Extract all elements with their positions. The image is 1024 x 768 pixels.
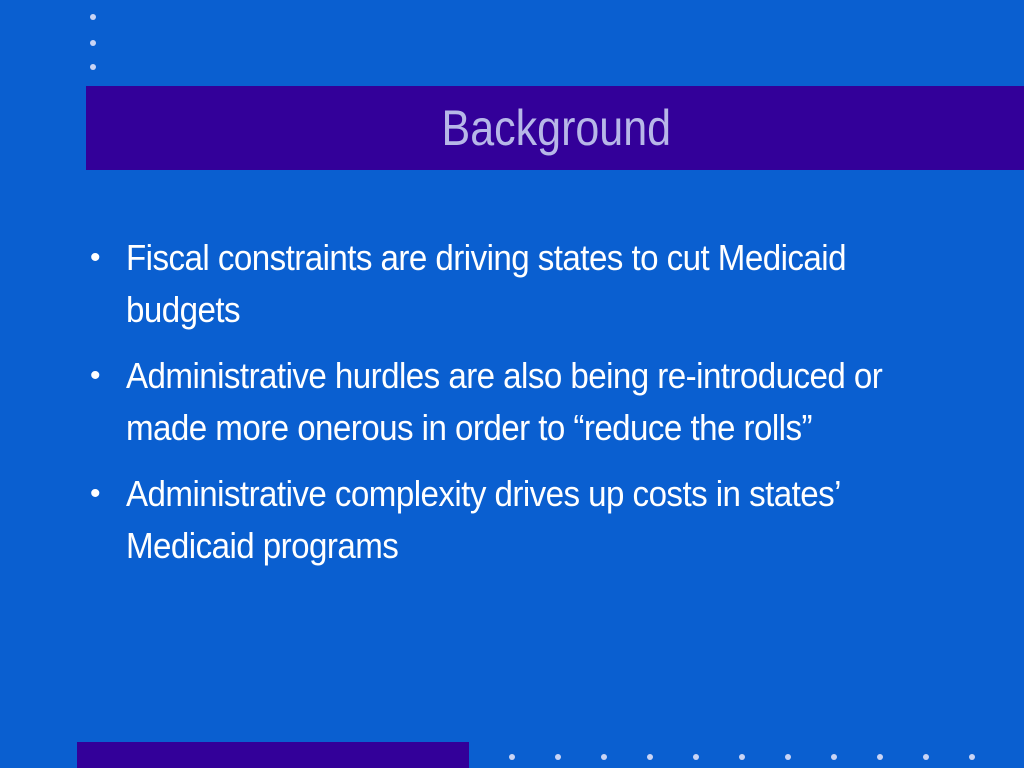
- decor-dot: [509, 754, 515, 760]
- decor-dot: [693, 754, 699, 760]
- decor-dot: [739, 754, 745, 760]
- decor-dot: [923, 754, 929, 760]
- bullet-item: [90, 232, 950, 336]
- bullet-list: [90, 232, 950, 586]
- bullet-icon: •: [90, 477, 101, 510]
- bullet-text: Administrative hurdles are also being re-introduced or made more onerous in order to “reduce the rolls”: [126, 355, 883, 448]
- bullet-text: Administrative complexity drives up costs in states’ Medicaid programs: [126, 473, 840, 566]
- decor-dot: [831, 754, 837, 760]
- decor-dot: [785, 754, 791, 760]
- decor-dot: [877, 754, 883, 760]
- decor-dot: [90, 64, 96, 70]
- bottom-bar: [77, 742, 469, 768]
- decor-dot: [647, 754, 653, 760]
- slide-title: Background: [441, 100, 672, 156]
- bullet-icon: •: [90, 359, 101, 392]
- decor-dot: [969, 754, 975, 760]
- decor-dot: [90, 14, 96, 20]
- decor-dot: [601, 754, 607, 760]
- bullet-item: [90, 350, 950, 454]
- bullet-text: Fiscal constraints are driving states to cut Medicaid budgets: [126, 237, 846, 330]
- bullet-item: [90, 468, 950, 572]
- decor-dot: [90, 40, 96, 46]
- decor-dot: [555, 754, 561, 760]
- bullet-icon: •: [90, 241, 101, 274]
- title-band: [86, 86, 1024, 170]
